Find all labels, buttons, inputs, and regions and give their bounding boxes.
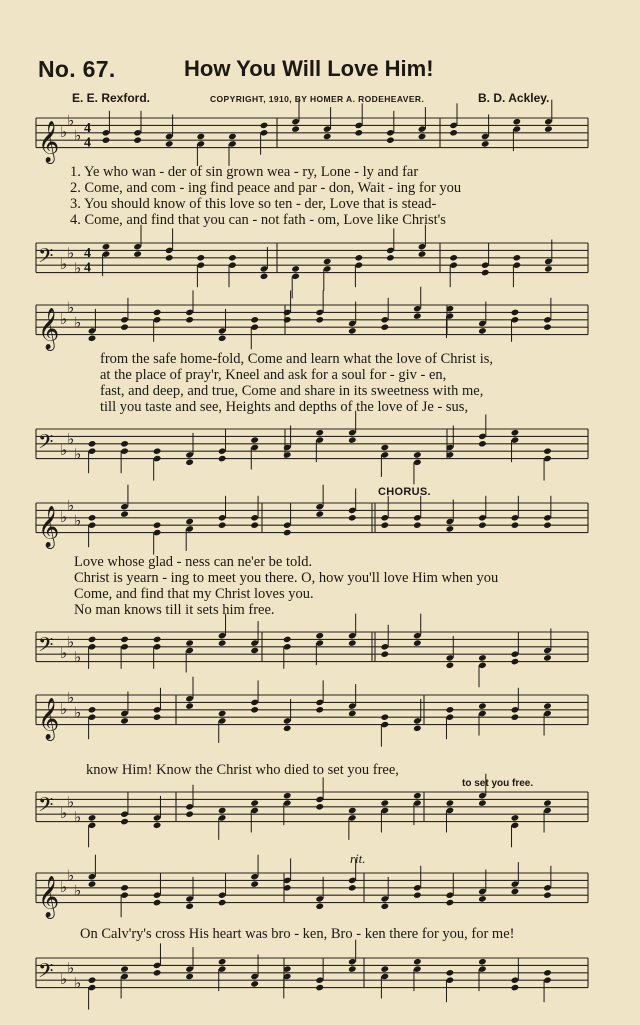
note-head bbox=[413, 312, 422, 319]
note-head bbox=[185, 639, 194, 646]
bass-clef-icon: 𝄢 bbox=[38, 430, 54, 459]
time-signature-top: 4 bbox=[84, 120, 91, 136]
note-head bbox=[418, 133, 427, 140]
note-head bbox=[449, 129, 458, 136]
note-head bbox=[323, 133, 332, 140]
note-head bbox=[478, 702, 487, 709]
note-head bbox=[185, 702, 194, 709]
chorus-line-3: On Calv'ry's cross His heart was bro - ken, Bro - ken there for you, for me! bbox=[80, 926, 515, 942]
note-head bbox=[446, 662, 455, 669]
note-head bbox=[283, 529, 292, 536]
flat-icon: ♭ bbox=[60, 122, 68, 141]
flat-icon: ♭ bbox=[60, 699, 68, 718]
note-head bbox=[381, 444, 390, 451]
note-head bbox=[283, 451, 292, 458]
note-head bbox=[315, 632, 324, 639]
note-head bbox=[260, 122, 269, 129]
note-head bbox=[185, 903, 194, 910]
flat-icon: ♭ bbox=[67, 496, 75, 515]
chorus-label: CHORUS. bbox=[378, 486, 431, 498]
note-head bbox=[348, 436, 357, 443]
bass-clef-icon: 𝄢 bbox=[38, 633, 54, 662]
flat-icon: ♭ bbox=[67, 688, 75, 707]
note-head bbox=[120, 636, 129, 643]
note-head bbox=[250, 316, 259, 323]
flat-icon: ♭ bbox=[67, 866, 75, 885]
verse-1-line-1: 1. Ye who wan - der of sin grown wea - ry, Lone - ly and far bbox=[70, 164, 419, 180]
flat-icon: ♭ bbox=[60, 804, 68, 823]
verse-4-line-1: 4. Come, and find that you can - not fath - om, Love like Christ's bbox=[70, 212, 446, 228]
flat-icon: ♭ bbox=[67, 430, 75, 449]
note-head bbox=[478, 522, 487, 529]
verse-3-line-1: 3. You should know of this love so ten - der, Love that is stead- bbox=[70, 196, 437, 212]
note-head bbox=[283, 636, 292, 643]
verse-3-line-3: Come, and find that my Christ loves you. bbox=[74, 586, 314, 602]
note-head bbox=[418, 250, 427, 257]
note-head bbox=[355, 129, 364, 136]
note-head bbox=[478, 799, 487, 806]
verse-1-line-3: Love whose glad - ness can ne'er be told. bbox=[74, 554, 313, 570]
note-head bbox=[120, 965, 129, 972]
verse-2-line-1: 2. Come, and com - ing find peace and par - don, Wait - ing for you bbox=[70, 180, 462, 196]
note-head bbox=[381, 324, 390, 331]
note-head bbox=[250, 436, 259, 443]
verse-4-line-3: No man knows till it sets him free. bbox=[74, 602, 275, 618]
note-head bbox=[381, 965, 390, 972]
note-head bbox=[544, 125, 553, 132]
note-head bbox=[413, 451, 422, 458]
note-head bbox=[88, 880, 97, 887]
note-head bbox=[120, 717, 129, 724]
note-head bbox=[355, 254, 364, 261]
note-head bbox=[478, 958, 487, 965]
verse-4-line-2: till you taste and see, Heights and depths of the love of Je - sus, bbox=[100, 399, 469, 415]
note-head bbox=[153, 636, 162, 643]
note-head bbox=[511, 984, 520, 991]
note-head bbox=[185, 316, 194, 323]
bass-clef-icon: 𝄢 bbox=[38, 244, 54, 273]
note-head bbox=[315, 316, 324, 323]
time-signature-top: 4 bbox=[84, 245, 91, 261]
note-head bbox=[185, 973, 194, 980]
note-head bbox=[250, 880, 259, 887]
note-head bbox=[88, 636, 97, 643]
note-head bbox=[228, 254, 237, 261]
note-head bbox=[88, 977, 97, 984]
note-head bbox=[348, 884, 357, 891]
flat-icon: ♭ bbox=[67, 633, 75, 652]
note-head bbox=[348, 965, 357, 972]
note-head bbox=[153, 969, 162, 976]
note-head bbox=[478, 327, 487, 334]
note-head bbox=[185, 459, 194, 466]
note-head bbox=[185, 518, 194, 525]
hymn-number: No. 67. bbox=[38, 56, 116, 82]
note-head bbox=[218, 807, 227, 814]
note-head bbox=[381, 903, 390, 910]
flat-icon: ♭ bbox=[74, 258, 82, 277]
note-head bbox=[88, 814, 97, 821]
chorus-line-2: know Him! Know the Christ who died to set you free, bbox=[86, 762, 399, 778]
treble-clef-icon: 𝄞 bbox=[38, 506, 60, 548]
flat-icon: ♭ bbox=[74, 973, 82, 992]
note-head bbox=[315, 706, 324, 713]
note-head bbox=[413, 792, 422, 799]
time-signature-bottom: 4 bbox=[84, 135, 91, 151]
note-head bbox=[133, 137, 142, 144]
note-head bbox=[543, 522, 552, 529]
note-head bbox=[283, 725, 292, 732]
note-head bbox=[315, 903, 324, 910]
flat-icon: ♭ bbox=[60, 255, 68, 274]
note-head bbox=[446, 525, 455, 532]
note-head bbox=[511, 658, 520, 665]
note-head bbox=[478, 654, 487, 661]
bass-clef-icon: 𝄢 bbox=[38, 959, 54, 988]
note-head bbox=[291, 265, 300, 272]
treble-clef-icon: 𝄞 bbox=[38, 308, 60, 350]
note-head bbox=[543, 702, 552, 709]
note-head bbox=[481, 269, 490, 276]
note-head bbox=[120, 324, 129, 331]
note-head bbox=[153, 714, 162, 721]
note-head bbox=[260, 273, 269, 280]
note-head bbox=[250, 799, 259, 806]
flat-icon: ♭ bbox=[74, 511, 82, 530]
note-head bbox=[165, 254, 174, 261]
note-head bbox=[348, 807, 357, 814]
note-head bbox=[250, 522, 259, 529]
flat-icon: ♭ bbox=[67, 959, 75, 978]
note-head bbox=[481, 140, 490, 147]
note-head bbox=[120, 884, 129, 891]
note-head bbox=[323, 258, 332, 265]
note-head bbox=[165, 140, 174, 147]
flat-icon: ♭ bbox=[60, 507, 68, 526]
flat-icon: ♭ bbox=[74, 807, 82, 826]
flat-icon: ♭ bbox=[60, 644, 68, 663]
note-head bbox=[315, 510, 324, 517]
note-head bbox=[381, 651, 390, 658]
note-head bbox=[513, 118, 522, 125]
note-head bbox=[218, 899, 227, 906]
note-head bbox=[88, 706, 97, 713]
note-head bbox=[449, 254, 458, 261]
note-head bbox=[283, 792, 292, 799]
note-head bbox=[250, 706, 259, 713]
verse-3-line-2: fast, and deep, and true, Come and share in its sweetness with me, bbox=[100, 383, 484, 399]
note-head bbox=[133, 250, 142, 257]
note-head bbox=[185, 811, 194, 818]
note-head bbox=[386, 254, 395, 261]
note-head bbox=[218, 958, 227, 965]
note-head bbox=[413, 725, 422, 732]
note-head bbox=[218, 455, 227, 462]
note-head bbox=[291, 125, 300, 132]
note-head bbox=[511, 888, 520, 895]
composer: B. D. Ackley. bbox=[478, 91, 550, 105]
note-head bbox=[543, 799, 552, 806]
note-head bbox=[218, 522, 227, 529]
note-head bbox=[250, 647, 259, 654]
note-head bbox=[348, 514, 357, 521]
note-head bbox=[386, 137, 395, 144]
note-head bbox=[153, 899, 162, 906]
note-head bbox=[446, 899, 455, 906]
flat-icon: ♭ bbox=[74, 444, 82, 463]
flat-icon: ♭ bbox=[74, 703, 82, 722]
note-head bbox=[446, 799, 455, 806]
note-head bbox=[102, 243, 111, 250]
note-head bbox=[153, 309, 162, 316]
note-head bbox=[197, 133, 206, 140]
note-head bbox=[153, 448, 162, 455]
verse-2-line-2: at the place of pray'r, Kneel and ask for a soul for - giv - en, bbox=[100, 367, 447, 383]
note-head bbox=[381, 799, 390, 806]
note-head bbox=[197, 254, 206, 261]
treble-clef-icon: 𝄞 bbox=[38, 121, 60, 163]
note-head bbox=[511, 429, 520, 436]
treble-clef-icon: 𝄞 bbox=[38, 698, 60, 740]
note-head bbox=[120, 818, 129, 825]
note-head bbox=[120, 440, 129, 447]
note-head bbox=[153, 522, 162, 529]
flat-icon: ♭ bbox=[60, 441, 68, 460]
time-signature-bottom: 4 bbox=[84, 260, 91, 276]
note-head bbox=[511, 522, 520, 529]
note-head bbox=[120, 510, 129, 517]
note-head bbox=[88, 440, 97, 447]
note-head bbox=[315, 984, 324, 991]
note-head bbox=[283, 316, 292, 323]
note-head bbox=[348, 710, 357, 717]
note-head bbox=[88, 335, 97, 342]
note-head bbox=[511, 814, 520, 821]
note-head bbox=[478, 440, 487, 447]
copyright-notice: COPYRIGHT, 1910, BY HOMER A. RODEHEAVER. bbox=[210, 94, 425, 104]
flat-icon: ♭ bbox=[74, 126, 82, 145]
treble-clef-icon: 𝄞 bbox=[38, 876, 60, 918]
note-head bbox=[543, 654, 552, 661]
note-head bbox=[543, 448, 552, 455]
note-head bbox=[511, 309, 520, 316]
note-head bbox=[348, 327, 357, 334]
flat-icon: ♭ bbox=[67, 298, 75, 317]
ritardando-mark: rit. bbox=[350, 851, 366, 866]
note-head bbox=[315, 429, 324, 436]
flat-icon: ♭ bbox=[67, 244, 75, 263]
note-head bbox=[413, 958, 422, 965]
note-head bbox=[478, 895, 487, 902]
note-head bbox=[413, 522, 422, 529]
flat-icon: ♭ bbox=[67, 111, 75, 130]
echo-text: to set you free. bbox=[462, 778, 534, 789]
note-head bbox=[153, 822, 162, 829]
note-head bbox=[543, 892, 552, 899]
note-head bbox=[381, 522, 390, 529]
note-head bbox=[218, 335, 227, 342]
lyricist: E. E. Rexford. bbox=[72, 91, 151, 105]
note-head bbox=[543, 969, 552, 976]
note-head bbox=[544, 265, 553, 272]
note-head bbox=[228, 133, 237, 140]
verse-1-line-2: from the safe home-fold, Come and learn what the love of Christ is, bbox=[100, 351, 494, 367]
note-head bbox=[513, 254, 522, 261]
note-head bbox=[102, 137, 111, 144]
note-head bbox=[315, 803, 324, 810]
note-head bbox=[446, 969, 455, 976]
flat-icon: ♭ bbox=[60, 309, 68, 328]
note-head bbox=[250, 980, 259, 987]
flat-icon: ♭ bbox=[60, 970, 68, 989]
bass-clef-icon: 𝄢 bbox=[38, 793, 54, 822]
note-head bbox=[88, 514, 97, 521]
note-head bbox=[446, 706, 455, 713]
flat-icon: ♭ bbox=[67, 793, 75, 812]
flat-icon: ♭ bbox=[74, 881, 82, 900]
flat-icon: ♭ bbox=[74, 313, 82, 332]
note-head bbox=[413, 639, 422, 646]
note-head bbox=[381, 714, 390, 721]
note-head bbox=[511, 714, 520, 721]
note-head bbox=[348, 639, 357, 646]
flat-icon: ♭ bbox=[74, 647, 82, 666]
note-head bbox=[543, 324, 552, 331]
chorus-line-1: Christ is yearn - ing to meet you there. O, how you'll love Him when you bbox=[74, 570, 499, 586]
hymn-title: How You Will Love Him! bbox=[184, 56, 434, 81]
flat-icon: ♭ bbox=[60, 877, 68, 896]
note-head bbox=[413, 892, 422, 899]
note-head bbox=[218, 710, 227, 717]
note-head bbox=[218, 639, 227, 646]
